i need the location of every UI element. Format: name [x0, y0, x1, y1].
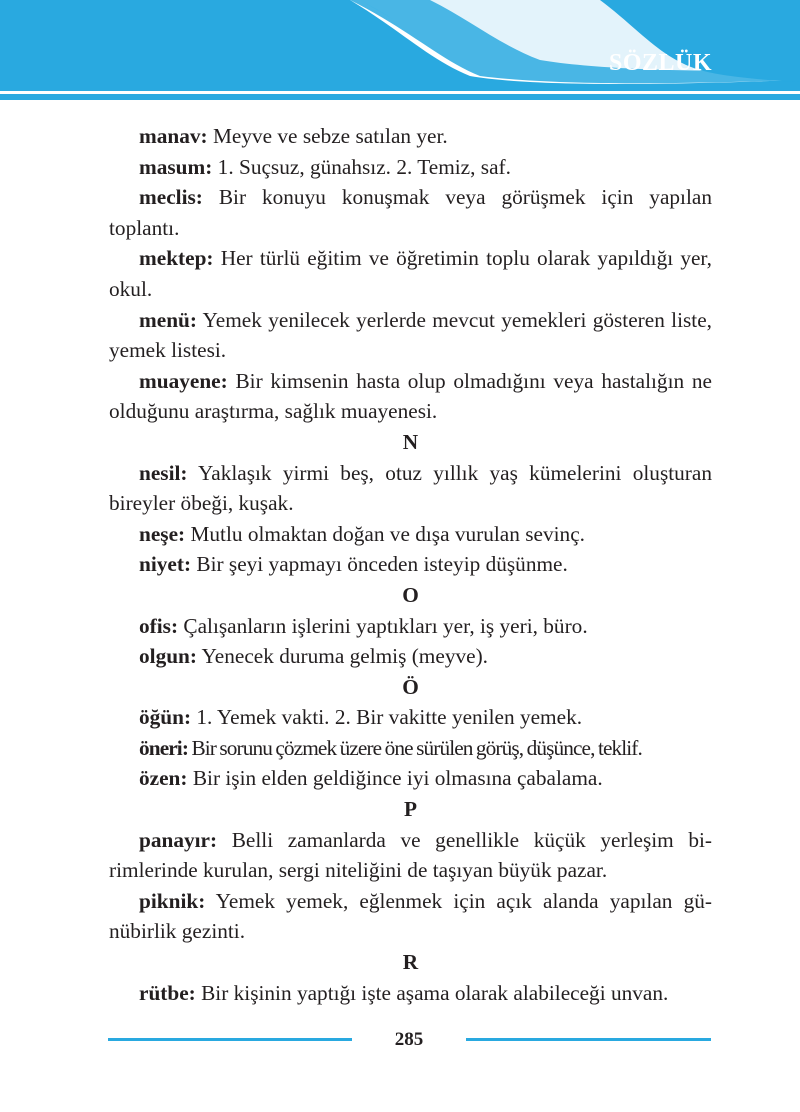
- glossary-term: neşe:: [139, 521, 186, 546]
- glossary-definition: Mutlu olmaktan doğan ve dışa vurulan sevinç.: [185, 521, 585, 546]
- page-title: SÖZLÜK: [608, 50, 712, 76]
- glossary-definition: Çalışanların işlerini yaptıkları yer, iş yeri, büro.: [178, 613, 588, 638]
- glossary-entry: [109, 763, 712, 794]
- glossary-entry: [109, 611, 712, 642]
- glossary-term: muayene:: [139, 368, 228, 393]
- glossary-content: [109, 121, 712, 1008]
- section-letter: Ö: [402, 674, 419, 699]
- section-letter: N: [402, 429, 419, 454]
- glossary-term: rütbe:: [139, 980, 196, 1005]
- glossary-entry: [109, 978, 712, 1009]
- glossary-entry: [109, 733, 712, 764]
- glossary-term: masum:: [139, 154, 213, 179]
- glossary-definition: Belli zamanlarda ve genellikle küçük yerleşim birimlerinde kurulan, sergi niteliğini de taşıyan büyük pazar.: [109, 827, 712, 883]
- glossary-definition: 1. Suçsuz, günahsız. 2. Temiz, saf.: [212, 154, 511, 179]
- glossary-term: niyet:: [139, 552, 192, 577]
- glossary-entry: [109, 519, 712, 550]
- glossary-entry: [109, 458, 712, 519]
- glossary-term: nesil:: [139, 460, 188, 485]
- section-letter: R: [402, 950, 419, 975]
- glossary-definition: Yenecek duruma gelmiş (meyve).: [197, 644, 488, 669]
- page-footer: [0, 1026, 800, 1056]
- section-letter: P: [403, 797, 417, 822]
- page-number: 285: [394, 1029, 424, 1050]
- glossary-definition: Bir işin elden geldiğince iyi olmasına çabalama.: [187, 766, 603, 791]
- glossary-definition: Bir şeyi yapmayı önceden isteyip düşünme.: [191, 552, 568, 577]
- glossary-entry: [109, 243, 712, 304]
- glossary-term: ofis:: [139, 613, 179, 638]
- glossary-entry: [109, 549, 712, 580]
- glossary-term: olgun:: [139, 644, 197, 669]
- glossary-entry: [109, 152, 712, 183]
- page-header: [0, 0, 800, 100]
- glossary-definition: Bir kişinin yaptığı işte aşama olarak alabileceği unvan.: [195, 980, 669, 1005]
- glossary-entry: [109, 825, 712, 886]
- glossary-term: meclis:: [139, 185, 203, 210]
- glossary-definition: Bir kimsenin hasta olup olmadığını veya hastalığın ne olduğunu araştırma, sağlık muayenesi.: [109, 368, 712, 424]
- glossary-term: öneri:: [139, 735, 189, 760]
- glossary-definition: Yaklaşık yirmi beş, otuz yıllık yaş kümelerini oluşturan bireyler öbeği, kuşak.: [109, 460, 712, 516]
- glossary-definition: Yemek yenilecek yerlerde mevcut yemekleri gösteren liste, yemek listesi.: [109, 307, 712, 363]
- glossary-term: özen:: [139, 766, 188, 791]
- glossary-definition: Bir konuyu konuşmak veya görüşmek için yapılan toplantı.: [109, 185, 712, 240]
- glossary-definition: 1. Yemek vakti. 2. Bir vakitte yenilen yemek.: [191, 705, 583, 730]
- glossary-definition: Bir sorunu çözmek üzere öne sürülen görüş, düşünce, teklif.: [188, 735, 642, 760]
- glossary-entry: [109, 886, 712, 947]
- glossary-term: piknik:: [139, 888, 206, 913]
- glossary-definition: Meyve ve sebze satılan yer.: [207, 124, 448, 148]
- glossary-term: manav:: [139, 124, 208, 148]
- glossary-term: panayır:: [139, 827, 218, 852]
- glossary-entry: [109, 182, 712, 243]
- glossary-entry: [109, 366, 712, 427]
- glossary-term: menü:: [139, 307, 197, 332]
- glossary-term: mektep:: [139, 246, 214, 271]
- footer-rule-left: [108, 1038, 352, 1041]
- glossary-entry: [109, 641, 712, 672]
- section-letter: O: [402, 582, 419, 607]
- glossary-entry: [109, 305, 712, 366]
- glossary-entry: [109, 702, 712, 733]
- footer-rule-right: [466, 1038, 711, 1041]
- glossary-definition: Yemek yemek, eğlenmek için açık alanda yapılan günübirlik gezinti.: [109, 888, 712, 944]
- glossary-term: öğün:: [139, 705, 192, 730]
- glossary-entry: [109, 121, 712, 152]
- glossary-definition: Her türlü eğitim ve öğretimin toplu olarak yapıldığı yer, okul.: [109, 246, 712, 301]
